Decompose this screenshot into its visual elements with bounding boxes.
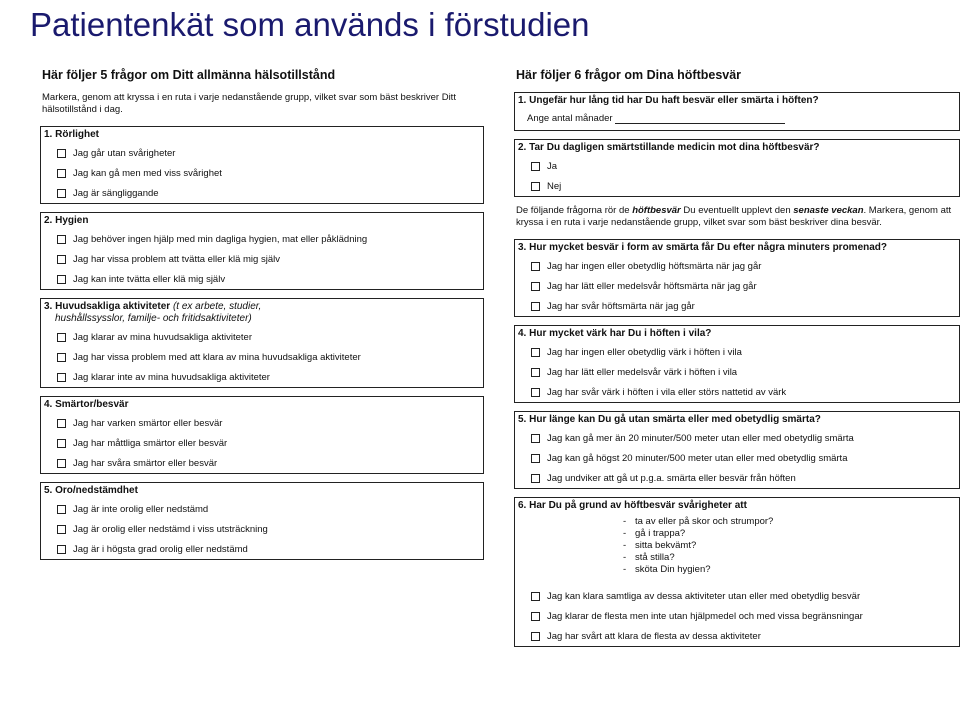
question-box-daily-difficulties xyxy=(514,497,960,647)
option-row[interactable] xyxy=(515,448,959,468)
question-box-pain xyxy=(40,396,484,474)
months-field[interactable] xyxy=(515,109,959,130)
option-label: Jag har svåra smärtor eller besvär xyxy=(73,457,218,469)
option-label: Jag klarar inte av mina huvudsakliga aktiviteter xyxy=(73,371,270,383)
option-row[interactable] xyxy=(41,327,483,347)
question-label: 2. Hygien xyxy=(44,215,89,226)
question-label: 6. Har Du på grund av höftbesvär svårigheter att xyxy=(518,500,747,511)
hip-intro-text: . Markera, genom att kryssa i en ruta i varje nedanstående grupp, vilket svar som bäst beskriver dina besvär. xyxy=(516,205,952,228)
checkbox-icon[interactable] xyxy=(57,459,66,468)
question-box-mobility xyxy=(40,126,484,204)
checkbox-icon[interactable] xyxy=(531,368,540,377)
option-row[interactable] xyxy=(41,433,483,453)
hip-intro-text: Du eventuellt upplevt den xyxy=(680,205,794,216)
option-row[interactable] xyxy=(41,183,483,203)
option-label: Jag är i högsta grad orolig eller nedstämd xyxy=(73,543,248,555)
months-hint: Ange antal månader xyxy=(527,113,613,124)
option-row[interactable] xyxy=(515,362,959,382)
checkbox-icon[interactable] xyxy=(57,419,66,428)
list-item: - sitta bekvämt? xyxy=(623,540,959,552)
option-row[interactable] xyxy=(515,606,959,626)
option-row[interactable] xyxy=(515,156,959,176)
checkbox-icon[interactable] xyxy=(531,474,540,483)
option-row[interactable] xyxy=(515,428,959,448)
option-row[interactable] xyxy=(41,367,483,387)
option-label: Jag har svårt att klara de flesta av dessa aktiviteter xyxy=(547,630,761,642)
checkbox-icon[interactable] xyxy=(57,505,66,514)
slide-title: Patientenkät som används i förstudien xyxy=(30,6,590,43)
option-label: Jag är orolig eller nedstämd i viss utsträckning xyxy=(73,523,268,535)
hip-section xyxy=(514,68,960,655)
option-label: Ja xyxy=(547,160,558,172)
checkbox-icon[interactable] xyxy=(57,189,66,198)
question-label-italic: (t ex arbete, studier, xyxy=(172,301,262,312)
option-label: Jag är sängliggande xyxy=(73,187,159,199)
option-label: Jag klarar de flesta men inte utan hjälpmedel och med vissa begränsningar xyxy=(547,610,863,622)
option-row[interactable] xyxy=(41,249,483,269)
option-row[interactable] xyxy=(41,413,483,433)
list-item: - sköta Din hygien? xyxy=(623,564,959,576)
question-box-medication xyxy=(514,139,960,197)
list-item: - stå stilla? xyxy=(623,552,959,564)
option-label: Jag behöver ingen hjälp med min dagliga hygien, mat eller påklädning xyxy=(73,233,368,245)
option-row[interactable] xyxy=(41,269,483,289)
option-row[interactable] xyxy=(515,256,959,276)
question-box-hygiene xyxy=(40,212,484,290)
checkbox-icon[interactable] xyxy=(531,454,540,463)
hip-intro xyxy=(516,205,960,229)
question-label: 1. Ungefär hur lång tid har Du haft besvär eller smärta i höften? xyxy=(518,95,819,106)
option-label: Jag kan klara samtliga av dessa aktiviteter utan eller med obetydlig besvär xyxy=(547,590,861,602)
checkbox-icon[interactable] xyxy=(531,612,540,621)
option-label: Jag är inte orolig eller nedstämd xyxy=(73,503,209,515)
question-label: 3. Hur mycket besvär i form av smärta får Du efter några minuters promenad? xyxy=(518,242,888,253)
checkbox-icon[interactable] xyxy=(57,235,66,244)
question-label xyxy=(41,299,483,327)
option-label: Jag har vissa problem med att klara av mina huvudsakliga aktiviteter xyxy=(73,351,361,363)
question-label: 4. Smärtor/besvär xyxy=(44,399,129,410)
checkbox-icon[interactable] xyxy=(57,353,66,362)
option-row[interactable] xyxy=(41,453,483,473)
option-label: Jag har vissa problem att tvätta eller klä mig själv xyxy=(73,253,280,265)
option-label: Jag har svår värk i höften i vila eller störs nattetid av värk xyxy=(547,386,787,398)
option-label: Jag undviker att gå ut p.g.a. smärta eller besvär från höften xyxy=(547,472,796,484)
option-label: Jag har ingen eller obetydlig höftsmärta när jag går xyxy=(547,260,762,272)
checkbox-icon[interactable] xyxy=(57,169,66,178)
option-row[interactable] xyxy=(515,626,959,646)
option-label: Jag kan gå men med viss svårighet xyxy=(73,167,222,179)
question-label-sub: hushållssysslor, familje- och fritidsaktiviteter) xyxy=(55,313,252,324)
checkbox-icon[interactable] xyxy=(531,282,540,291)
option-label: Jag har måttliga smärtor eller besvär xyxy=(73,437,228,449)
question-box-anxiety xyxy=(40,482,484,560)
checkbox-icon[interactable] xyxy=(531,262,540,271)
option-row[interactable] xyxy=(515,276,959,296)
question-box-rest-pain xyxy=(514,325,960,403)
question-label: 1. Rörlighet xyxy=(44,129,100,140)
checkbox-icon[interactable] xyxy=(57,149,66,158)
general-health-heading: Här följer 5 frågor om Ditt allmänna hälsotillstånd xyxy=(42,68,336,82)
option-label: Jag har lätt eller medelsvår värk i höften i vila xyxy=(547,366,738,378)
checkbox-icon[interactable] xyxy=(57,333,66,342)
hip-heading: Här följer 6 frågor om Dina höftbesvär xyxy=(516,68,742,82)
checkbox-icon[interactable] xyxy=(531,592,540,601)
option-row[interactable] xyxy=(41,499,483,519)
question-box-walking-time xyxy=(514,411,960,489)
option-label: Jag går utan svårigheter xyxy=(73,147,176,159)
difficulty-list xyxy=(515,514,959,586)
option-row[interactable] xyxy=(41,347,483,367)
hip-intro-text: De följande frågorna rör de xyxy=(516,205,633,216)
checkbox-icon[interactable] xyxy=(531,162,540,171)
option-row[interactable] xyxy=(41,143,483,163)
option-label: Jag har svår höftsmärta när jag går xyxy=(547,300,695,312)
question-label: 4. Hur mycket värk har Du i höften i vila? xyxy=(518,328,712,339)
option-label: Jag har lätt eller medelsvår höftsmärta när jag går xyxy=(547,280,757,292)
question-label-main: 3. Huvudsakliga aktiviteter xyxy=(44,301,171,312)
checkbox-icon[interactable] xyxy=(57,255,66,264)
checkbox-icon[interactable] xyxy=(531,434,540,443)
question-box-duration xyxy=(514,92,960,131)
option-label: Jag har varken smärtor eller besvär xyxy=(73,417,223,429)
list-item: - gå i trappa? xyxy=(623,528,959,540)
question-label: 5. Oro/nedstämdhet xyxy=(44,485,138,496)
hip-intro-emphasis: senaste veckan xyxy=(793,205,864,216)
list-item: - ta av eller på skor och strumpor? xyxy=(623,516,959,528)
option-row[interactable] xyxy=(515,382,959,402)
general-health-intro: Markera, genom att kryssa i en ruta i varje nedanstående grupp, vilket svar som bäst beskriver Ditt hälsotillstånd i dag. xyxy=(42,92,456,115)
checkbox-icon[interactable] xyxy=(57,525,66,534)
question-box-walking-pain xyxy=(514,239,960,317)
general-health-section xyxy=(40,68,484,568)
option-row[interactable] xyxy=(515,296,959,316)
option-label: Jag kan inte tvätta eller klä mig själv xyxy=(73,273,226,285)
question-box-activities xyxy=(40,298,484,388)
checkbox-icon[interactable] xyxy=(531,182,540,191)
checkbox-icon[interactable] xyxy=(531,632,540,641)
checkbox-icon[interactable] xyxy=(57,373,66,382)
option-label: Jag kan gå högst 20 minuter/500 meter utan eller med obetydlig smärta xyxy=(547,452,848,464)
option-row[interactable] xyxy=(515,342,959,362)
checkbox-icon[interactable] xyxy=(531,302,540,311)
checkbox-icon[interactable] xyxy=(531,348,540,357)
option-row[interactable] xyxy=(41,229,483,249)
option-row[interactable] xyxy=(515,176,959,196)
option-label: Jag har ingen eller obetydlig värk i höften i vila xyxy=(547,346,742,358)
option-label: Jag klarar av mina huvudsakliga aktiviteter xyxy=(73,331,253,343)
option-row[interactable] xyxy=(41,163,483,183)
option-row[interactable] xyxy=(515,586,959,606)
option-label: Jag kan gå mer än 20 minuter/500 meter utan eller med obetydlig smärta xyxy=(547,432,854,444)
checkbox-icon[interactable] xyxy=(531,388,540,397)
checkbox-icon[interactable] xyxy=(57,439,66,448)
months-input-line[interactable] xyxy=(615,114,785,124)
option-label: Nej xyxy=(547,180,562,192)
checkbox-icon[interactable] xyxy=(57,275,66,284)
option-row[interactable] xyxy=(41,519,483,539)
question-label: 5. Hur länge kan Du gå utan smärta eller med obetydlig smärta? xyxy=(518,414,821,425)
option-row[interactable] xyxy=(515,468,959,488)
checkbox-icon[interactable] xyxy=(57,545,66,554)
hip-intro-emphasis: höftbesvär xyxy=(632,205,681,216)
question-label: 2. Tar Du dagligen smärtstillande medicin mot dina höftbesvär? xyxy=(518,142,820,153)
option-row[interactable] xyxy=(41,539,483,559)
